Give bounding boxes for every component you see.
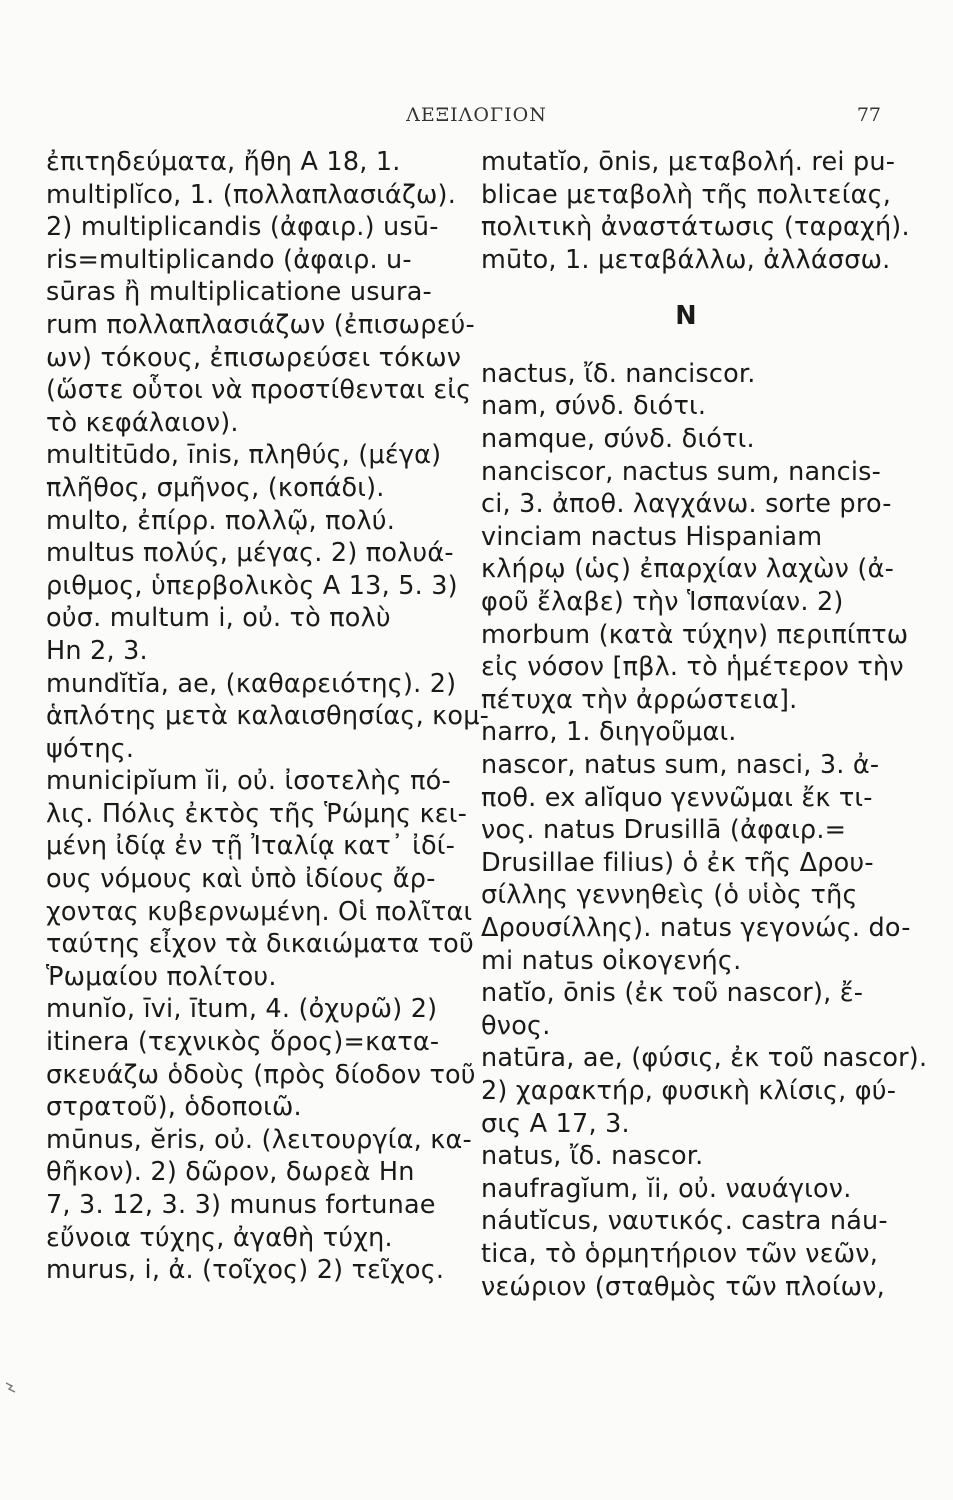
dictionary-line: sūras ἢ multiplicatione usura- [46, 277, 432, 308]
dictionary-line: εὔνοια τύχης, ἀγαθὴ τύχη. [46, 1222, 393, 1253]
dictionary-line: πολιτικὴ ἀναστάτωσις (ταραχή). [481, 212, 910, 243]
dictionary-line: morbum (κατὰ τύχην) περιπίπτω [481, 619, 909, 650]
dictionary-line: ους νόμους καὶ ὑπὸ ἰδίους ἄρ- [46, 864, 436, 895]
page-header [0, 104, 953, 134]
dictionary-line: νεώριον (σταθμὸς τῶν πλοίων, [481, 1271, 885, 1302]
dictionary-line: Δρουσίλλης). natus γεγονώς. do- [481, 912, 911, 943]
dictionary-line: multus πολύς, μέγας. 2) πολυά- [46, 538, 454, 569]
dictionary-line: κλήρῳ (ὡς) ἐπαρχίαν λαχὼν (ἀ- [481, 554, 894, 585]
dictionary-line: ων) τόκους, ἐπισωρεύσει τόκων [46, 342, 462, 373]
dictionary-line: πλῆθος, σμῆνος, (κοπάδι). [46, 472, 385, 503]
page-title: ΛΕΞΙΛΟΓΙΟΝ [406, 104, 547, 126]
dictionary-line: εἰς νόσον [πβλ. τὸ ἡμέτερον τὴν [481, 652, 904, 683]
dictionary-line: mūto, 1. μεταβάλλω, ἀλλάσσω. [481, 244, 891, 275]
dictionary-line: mi natus οἰκογενής. [481, 945, 742, 976]
dictionary-line: θῆκον). 2) δῶρον, δωρεὰ Hn [46, 1157, 415, 1188]
dictionary-line: narro, 1. διηγοῦμαι. [481, 717, 737, 748]
dictionary-line: ci, 3. ἀποθ. λαγχάνω. sorte pro- [481, 489, 892, 520]
dictionary-line: multo, ἐπίρρ. πολλῷ, πολύ. [46, 505, 396, 536]
dictionary-line: 2) χαρακτήρ, φυσικὴ κλίσις, φύ- [481, 1075, 897, 1106]
dictionary-line: λις. Πόλις ἐκτὸς τῆς Ῥώμης κει- [46, 798, 468, 829]
dictionary-line: murus, i, ἀ. (τοῖχος) 2) τεῖχος. [46, 1255, 445, 1286]
dictionary-line: (ὥστε οὗτοι νὰ προστίθενται εἰς [46, 375, 472, 406]
dictionary-line: Hn 2, 3. [46, 635, 148, 666]
dictionary-line: nanciscor, nactus sum, nancis- [481, 456, 882, 487]
dictionary-line: namque, σύνδ. διότι. [481, 424, 755, 455]
dictionary-line: ἐπιτηδεύματα, ἤθη Α 18, 1. [46, 147, 401, 177]
dictionary-line: οὐσ. multum i, οὐ. τὸ πολὺ [46, 603, 391, 634]
dictionary-line: itinera (τεχνικὸς ὅρος)=κατα- [46, 1027, 440, 1058]
dictionary-line: ποθ. ex alĭquo γεννῶμαι ἔκ τι- [481, 782, 873, 813]
dictionary-line: φοῦ ἔλαβε) τὴν Ἱσπανίαν. 2) [481, 587, 844, 618]
dictionary-line: ἁπλότης μετὰ καλαισθησίας, κομ- [46, 701, 490, 732]
dictionary-line: στρατοῦ), ὁδοποιῶ. [46, 1092, 302, 1123]
dictionary-line: νος. natus Drusillā (ἀφαιρ.= [481, 815, 847, 846]
dictionary-line: blicae μεταβολὴ τῆς πολιτείας, [481, 179, 892, 210]
dictionary-line: rum πολλαπλασιάζων (ἐπισωρεύ- [46, 309, 475, 340]
dictionary-line: multiplĭco, 1. (πολλαπλασιάζω). [46, 179, 457, 210]
dictionary-line: Ῥωμαίου πολίτου. [46, 961, 277, 992]
dictionary-line: mutatĭo, ōnis, μεταβολή. rei pu- [481, 147, 896, 177]
dictionary-line: natĭo, ōnis (ἐκ τοῦ nascor), ἔ- [481, 978, 864, 1009]
dictionary-line: 2) multiplicandis (ἀφαιρ.) usū- [46, 212, 439, 243]
dictionary-line: σίλλης γεννηθεὶς (ὁ υἱὸς τῆς [481, 880, 858, 911]
dictionary-line: tica, τὸ ὁρμητήριον τῶν νεῶν, [481, 1238, 879, 1269]
left-column [46, 146, 490, 1287]
right-column [481, 146, 928, 1303]
dictionary-line: natus, ἴδ. nascor. [481, 1141, 704, 1172]
dictionary-line: ris=multiplicando (ἀφαιρ. u- [46, 244, 412, 275]
dictionary-line: τὸ κεφάλαιον). [46, 407, 239, 438]
dictionary-line: natūra, ae, (φύσις, ἐκ τοῦ nascor). [481, 1043, 928, 1074]
right-column-top-entries [481, 146, 910, 276]
dictionary-line: munĭo, īvi, ītum, 4. (ὀχυρῶ) 2) [46, 994, 438, 1025]
right-column-bottom-entries [481, 358, 928, 1303]
dictionary-line: ψότης. [46, 733, 135, 764]
dictionary-line: municipĭum ĭi, οὐ. ἰσοτελὴς πό- [46, 766, 451, 797]
page-number: 77 [856, 104, 881, 126]
dictionary-line: σις Α 17, 3. [481, 1108, 630, 1139]
dictionary-line: vinciam nactus Hispaniam [481, 521, 823, 552]
dictionary-line: mundĭtĭa, ae, (καθαρειότης). 2) [46, 668, 457, 699]
dictionary-line: multitūdo, īnis, πληθύς, (μέγα) [46, 440, 442, 471]
dictionary-line: μένη ἰδίᾳ ἐν τῇ Ἰταλίᾳ κατ᾽ ἰδί- [46, 831, 456, 862]
dictionary-line: ταύτης εἶχον τὰ δικαιώματα τοῦ [46, 929, 474, 960]
dictionary-line: πέτυχα τὴν ἀρρώστεια]. [481, 684, 798, 715]
scan-speck-icon [4, 1380, 18, 1394]
dictionary-line: nactus, ἴδ. nanciscor. [481, 358, 756, 389]
dictionary-line: nam, σύνδ. διότι. [481, 391, 707, 422]
dictionary-line: nascor, natus sum, nasci, 3. ἀ- [481, 750, 880, 780]
dictionary-line: náutĭcus, ναυτικός. castra náu- [481, 1206, 888, 1237]
dictionary-line: Drusillae filius) ὁ ἐκ τῆς Δρου- [481, 847, 874, 878]
dictionary-line: mūnus, ĕris, οὐ. (λειτουργία, κα- [46, 1124, 472, 1155]
dictionary-line: θνος. [481, 1010, 551, 1041]
dictionary-line: naufragĭum, ĭi, οὐ. ναυάγιον. [481, 1173, 852, 1204]
dictionary-line: ριθμος, ὑπερβολικὸς Α 13, 5. 3) [46, 570, 458, 601]
dictionary-line: 7, 3. 12, 3. 3) munus fortunae [46, 1190, 436, 1220]
section-letter: N [675, 301, 697, 332]
dictionary-line: χοντας κυβερνωμένη. Οἱ πολῖται [46, 896, 473, 927]
dictionary-line: σκευάζω ὁδοὺς (πρὸς δίοδον τοῦ [46, 1059, 476, 1090]
